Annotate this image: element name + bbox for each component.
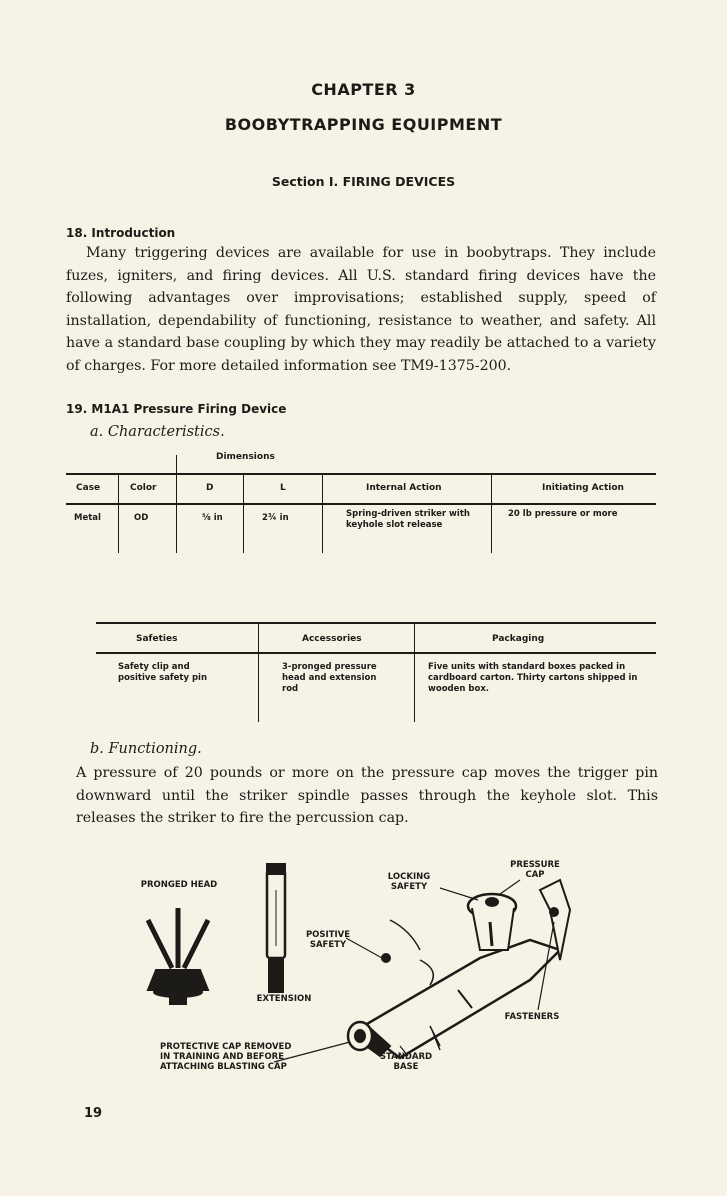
- subparagraph-b-label: b. Functioning.: [90, 741, 202, 757]
- header-case: Case: [76, 483, 101, 493]
- cell-case: Metal: [74, 513, 101, 523]
- cell-initiating-action: 20 lb pressure or more: [508, 509, 618, 519]
- page-number: 19: [84, 1106, 103, 1121]
- cell-accessories: 3-pronged pressure head and extension rod: [282, 662, 377, 694]
- column-divider: [243, 473, 244, 553]
- section-heading: Section I. FIRING DEVICES: [271, 174, 456, 189]
- table-rule: [96, 652, 656, 654]
- pronged-head-drawing: [148, 908, 208, 1004]
- dimensions-group-header: Dimensions: [216, 452, 275, 462]
- device-body-drawing: [348, 880, 570, 1058]
- column-divider: [491, 473, 492, 553]
- chapter-title: BOOBYTRAPPING EQUIPMENT: [224, 115, 503, 134]
- subparagraph-b-body: A pressure of 20 pounds or more on the pressure cap moves the trigger pin downward until the striker spindle passes through the keyhole slot. This releases the striker to fire the percussion cap.: [76, 765, 658, 826]
- cell-color: OD: [134, 513, 149, 523]
- column-divider: [258, 622, 259, 722]
- table-rule: [96, 622, 656, 624]
- header-color: Color: [130, 483, 157, 493]
- cell-l: 2¾ in: [262, 513, 289, 523]
- table-rule: [66, 503, 656, 505]
- firing-device-diagram: [60, 850, 670, 1120]
- subparagraph-a-label: a. Characteristics.: [90, 424, 225, 440]
- characteristics-table: [66, 465, 656, 555]
- label-protective-cap: PROTECTIVE CAP REMOVED IN TRAINING AND BEFORE ATTACHING BLASTING CAP: [160, 1042, 292, 1072]
- header-d: D: [206, 483, 214, 493]
- cell-internal-action: Spring-driven striker with keyhole slot release: [346, 509, 470, 530]
- paragraph-19-heading: 19. M1A1 Pressure Firing Device: [66, 402, 287, 416]
- column-divider: [322, 473, 323, 553]
- cell-safeties: Safety clip and positive safety pin: [118, 662, 208, 683]
- label-fasteners: FASTENERS: [504, 1012, 560, 1022]
- label-pressure-cap: PRESSURE CAP: [510, 860, 560, 880]
- chapter-number: CHAPTER 3: [311, 80, 416, 99]
- safeties-table: [96, 620, 656, 725]
- header-accessories: Accessories: [302, 634, 362, 644]
- label-positive-safety: POSITIVE SAFETY: [305, 930, 351, 950]
- header-packaging: Packaging: [492, 634, 545, 644]
- header-internal-action: Internal Action: [366, 483, 442, 493]
- label-locking-safety: LOCKING SAFETY: [387, 872, 431, 892]
- column-divider: [414, 622, 415, 722]
- table-rule: [66, 473, 656, 475]
- cell-packaging: Five units with standard boxes packed in cardboard carton. Thirty cartons shipped in wooden box.: [428, 662, 638, 694]
- cell-d: ⅝ in: [202, 513, 223, 523]
- paragraph-18-body: Many triggering devices are available for use in boobytraps. They include fuzes, igniters, and firing devices. All U.S. standard firing devices have the following advantages over improvisations; established supply, speed of installation, dependability of functioning, resistance to weather, and safety. All have a standard base coupling by which they may readily be attached to a variety of charges. For more detailed information see TM9-1375-200.: [66, 245, 656, 374]
- label-extension: EXTENSION: [256, 994, 312, 1004]
- label-pronged-head: PRONGED HEAD: [140, 880, 218, 890]
- label-standard-base: STANDARD BASE: [379, 1052, 433, 1072]
- column-divider: [118, 473, 119, 553]
- diagram-illustration: [60, 850, 670, 1120]
- header-l: L: [280, 483, 286, 493]
- header-initiating-action: Initiating Action: [542, 483, 624, 493]
- header-safeties: Safeties: [136, 634, 178, 644]
- paragraph-18-heading: 18. Introduction: [66, 226, 176, 240]
- column-divider: [176, 455, 177, 553]
- extension-rod-drawing: [267, 864, 285, 992]
